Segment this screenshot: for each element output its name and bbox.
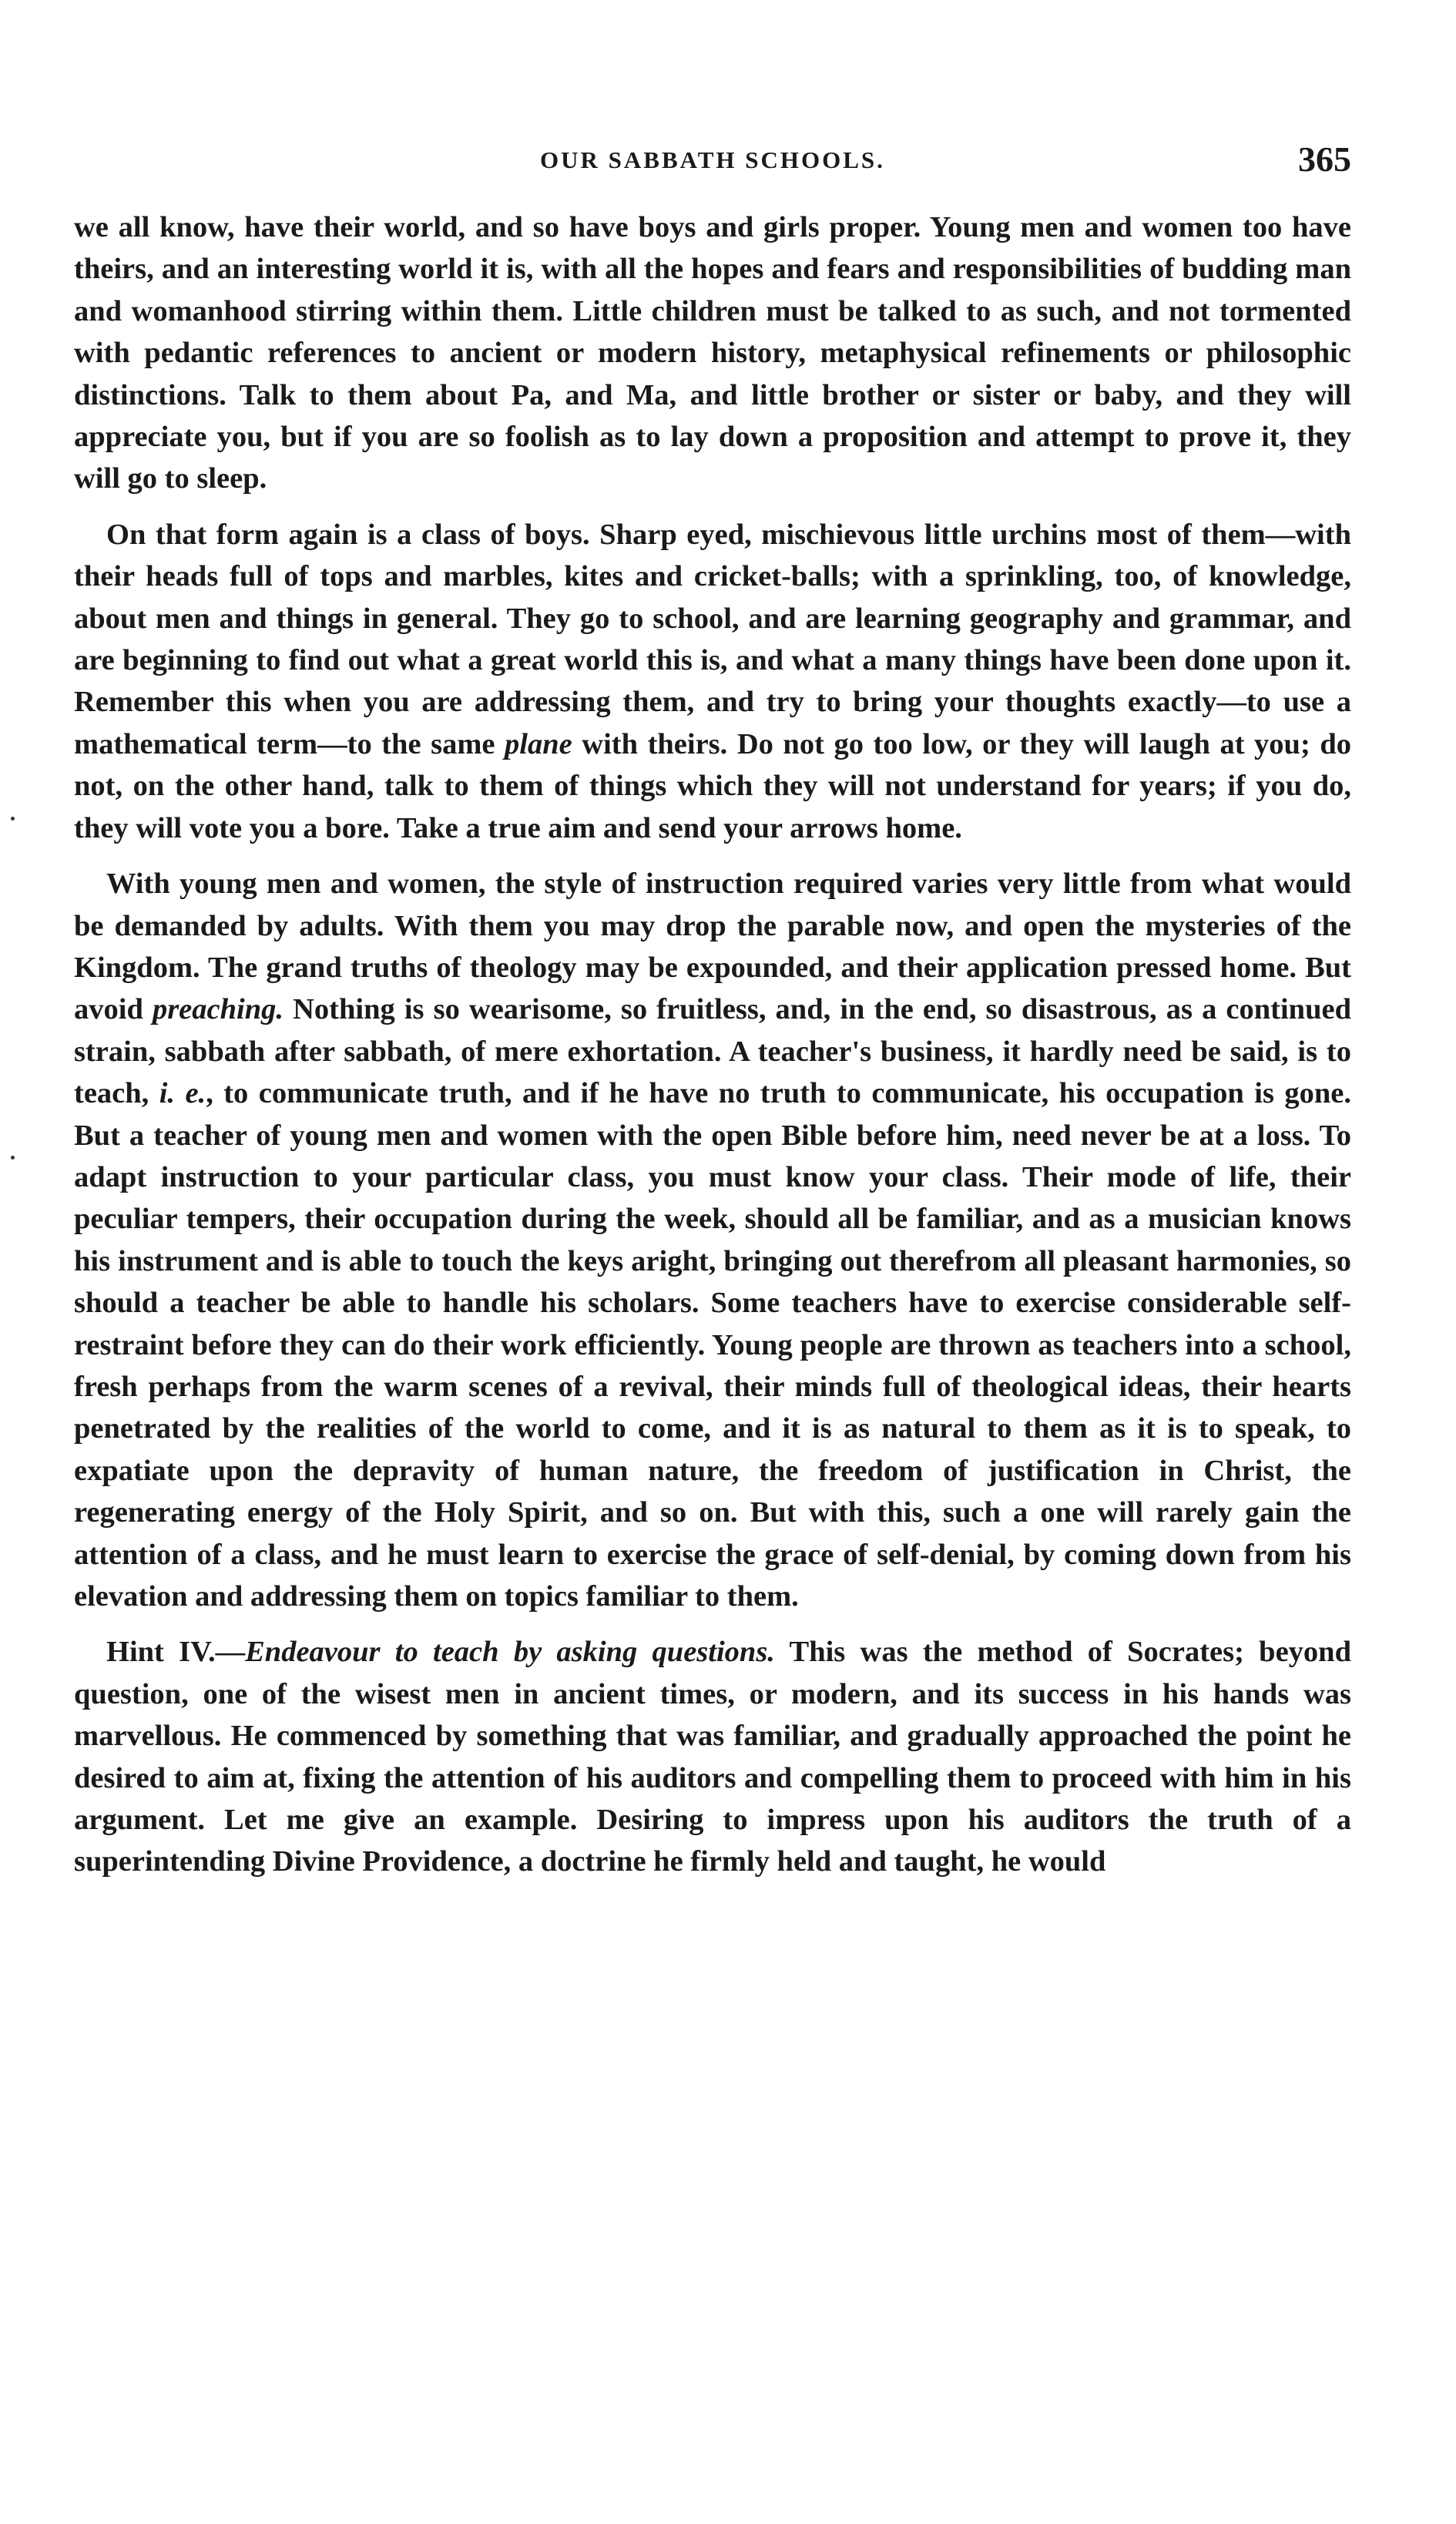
italic-term: preaching. xyxy=(152,993,284,1026)
paragraph-text: On that form again is a class of boys. Sharp eyed, mischievous little urchins most of them—with their heads full of tops and marbles, kites and cricket-balls; with a sprinkling, too, of knowledge, about men and things in general. They go to school, and are learning geography and grammar, and are beginning to find out what a great world this is, and what a many things have been done upon it. Remember this when you are addressing them, and try to bring your thoughts exactly—to use a mathematical term—to the same xyxy=(74,518,1351,760)
italic-abbreviation: i. e. xyxy=(159,1077,206,1110)
body-text xyxy=(74,206,1351,1897)
paragraph-text: Nothing is so wearisome, so fruitless, and, in the end, so disastrous, as a continued strain, sabbath after sabbath, of mere exhortation. A teacher's business, it hardly need be said, is to teach, xyxy=(74,993,1351,1110)
stray-ink-mark xyxy=(11,1156,15,1160)
paragraph-1 xyxy=(74,206,1351,500)
paragraph-text: we all know, have their world, and so have boys and girls proper. Young men and women too have theirs, and an interesting world it is, with all the hopes and fears and responsibilities of budding man and womanhood stirring within them. Little children must be talked to as such, and not tormented with pedantic references to ancient or modern history, metaphysical refinements or philosophic distinctions. Talk to them about Pa, and Ma, and little brother or sister or baby, and they will appreciate you, but if you are so foolish as to lay down a proposition and attempt to prove it, they will go to sleep. xyxy=(74,211,1351,495)
paragraph-3 xyxy=(74,863,1351,1617)
hint-label: Hint IV.— xyxy=(106,1636,246,1669)
paragraph-2 xyxy=(74,514,1351,849)
paragraph-4 xyxy=(74,1631,1351,1882)
paragraph-text: , to communicate truth, and if he have no truth to communicate, his occupation is gone. But a teacher of young men and women with the open Bible before him, need never be at a loss. To adapt instruction to your particular class, you must know your class. Their mode of life, their peculiar tempers, their occupation during the week, should all be familiar, and as a musician knows his instrument and is able to touch the keys aright, bringing out therefrom all pleasant harmonies, so should a teacher be able to handle his scholars. Some teachers have to exercise considerable self-restraint before they can do their work efficiently. Young people are thrown as teachers into a school, fresh perhaps from the warm scenes of a revival, their minds full of theological ideas, their hearts penetrated by the realities of the world to come, and it is as natural to them as it is to speak, to expatiate upon the depravity of human nature, the freedom of justification in Christ, the regenerating energy of the Holy Spirit, and so on. But with this, such a one will rarely gain the attention of a class, and he must learn to exercise the grace of self-denial, by coming down from his elevation and addressing them on topics familiar to them. xyxy=(74,1077,1351,1613)
italic-term: plane xyxy=(505,727,572,760)
hint-heading: Endeavour to teach by asking questions. xyxy=(245,1636,775,1669)
paragraph-text: with theirs. Do not go too low, or they will laugh at you; do not, on the other hand, talk to them of things which they will not understand for years; if you do, they will vote you a bore. Take a true aim and send your arrows home. xyxy=(74,727,1351,844)
paragraph-text: This was the method of Socrates; beyond question, one of the wisest men in ancient times, or modern, and its success in his hands was marvellous. He commenced by something that was familiar, and gradually approached the point he desired to aim at, fixing the attention of his auditors and compelling them to proceed with him in his argument. Let me give an example. Desiring to impress upon his auditors the truth of a superintending Divine Providence, a doctrine he firmly held and taught, he would xyxy=(74,1636,1352,1878)
stray-ink-mark xyxy=(11,817,15,821)
running-head xyxy=(74,139,1351,193)
paragraph-text: With young men and women, the style of instruction required varies very little from what would be demanded by adults. With them you may drop the parable now, and open the mysteries of the Kingdom. The grand truths of theology may be expounded, and their application pressed home. But avoid xyxy=(74,868,1351,1026)
page-number: 365 xyxy=(1298,139,1351,179)
running-title: OUR SABBATH SCHOOLS. xyxy=(540,146,885,173)
